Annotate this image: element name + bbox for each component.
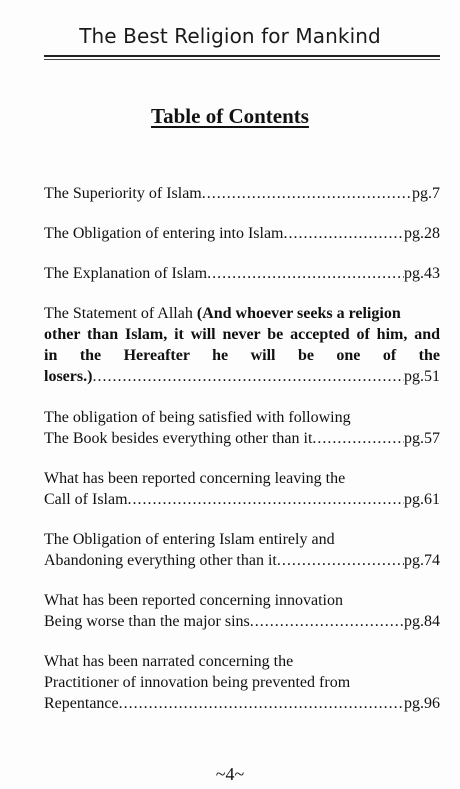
toc-entry-title: Repentance: [44, 695, 119, 712]
dot-leader: [277, 550, 404, 571]
toc-entry-page: pg.61: [404, 491, 440, 508]
page-number: ~4~: [215, 764, 245, 784]
toc-entry-title: The Obligation of entering into Islam: [44, 225, 284, 242]
quran-verse-text: other than Islam, it will never be accepted of him, and: [44, 326, 440, 343]
toc-entry-line: [44, 263, 440, 284]
toc-entry-title: Being worse than the major sins: [44, 613, 250, 630]
toc-entry-page: pg.7: [412, 185, 440, 202]
toc-entry-title: The Obligation of entering Islam entirely and: [44, 531, 335, 548]
toc-entry-line: [44, 428, 440, 449]
toc-entry-page: pg.28: [404, 225, 440, 242]
toc-entry: [44, 303, 440, 387]
toc-entry-line: [44, 303, 440, 324]
toc-entry-page: pg.96: [404, 695, 440, 712]
dot-leader: [119, 693, 404, 714]
toc-entry-line: [44, 489, 440, 510]
toc-entry: [44, 468, 440, 510]
toc-entry: [44, 407, 440, 449]
dot-leader: [284, 223, 405, 244]
dot-leader: [312, 428, 404, 449]
toc-entry-page: pg.51: [404, 368, 440, 385]
toc-entry: [44, 529, 440, 571]
toc-entry-title: The Book besides everything other than it: [44, 430, 313, 447]
toc-entry-title: The Statement of Allah: [44, 305, 197, 322]
toc-entry-line: [44, 366, 440, 387]
toc-entry-page: pg.43: [404, 265, 440, 282]
dot-leader: [202, 183, 412, 204]
toc-title: Table of Contents: [151, 104, 309, 128]
header-rule: [44, 55, 440, 57]
toc-entry-page: pg.74: [404, 552, 440, 569]
toc-entry-title: What has been narrated concerning the: [44, 653, 294, 670]
toc-entry: [44, 263, 440, 284]
toc-entry-line: [44, 223, 440, 244]
dot-leader: [128, 489, 404, 510]
toc-entry-title: What has been reported concerning innovation: [44, 592, 343, 609]
toc-entry-title: Abandoning everything other than it: [44, 552, 277, 569]
dot-leader: [207, 263, 404, 284]
toc-entry-title: Practitioner of innovation being prevented from: [44, 674, 351, 691]
toc-entry-title: The Explanation of Islam: [44, 265, 208, 282]
running-header: The Best Religion for Mankind: [79, 24, 381, 48]
toc-entry: [44, 590, 440, 632]
dot-leader: [250, 611, 404, 632]
toc-entry-line: [44, 693, 440, 714]
quran-verse-text: in the Hereafter he will be one of the: [44, 347, 440, 364]
toc-entry-line: [44, 183, 440, 204]
header-rule-thin: [44, 59, 440, 60]
dot-leader: [92, 366, 404, 387]
toc-entry-line: [44, 550, 440, 571]
toc-entry-title: Call of Islam: [44, 491, 128, 508]
toc-entry: [44, 651, 440, 714]
toc-entry-page: pg.57: [404, 430, 440, 447]
toc-entry-page: pg.84: [404, 613, 440, 630]
toc-entry-title: The obligation of being satisfied with following: [44, 409, 351, 426]
quran-verse-text: (And whoever seeks a religion: [196, 305, 401, 322]
toc-entry: [44, 223, 440, 244]
table-of-contents: [44, 183, 440, 714]
toc-entry-title: The Superiority of Islam: [44, 185, 202, 202]
toc-entry-line: [44, 611, 440, 632]
quran-verse-text: losers.): [44, 368, 93, 385]
toc-entry: [44, 183, 440, 204]
toc-entry-title: What has been reported concerning leaving the: [44, 470, 346, 487]
